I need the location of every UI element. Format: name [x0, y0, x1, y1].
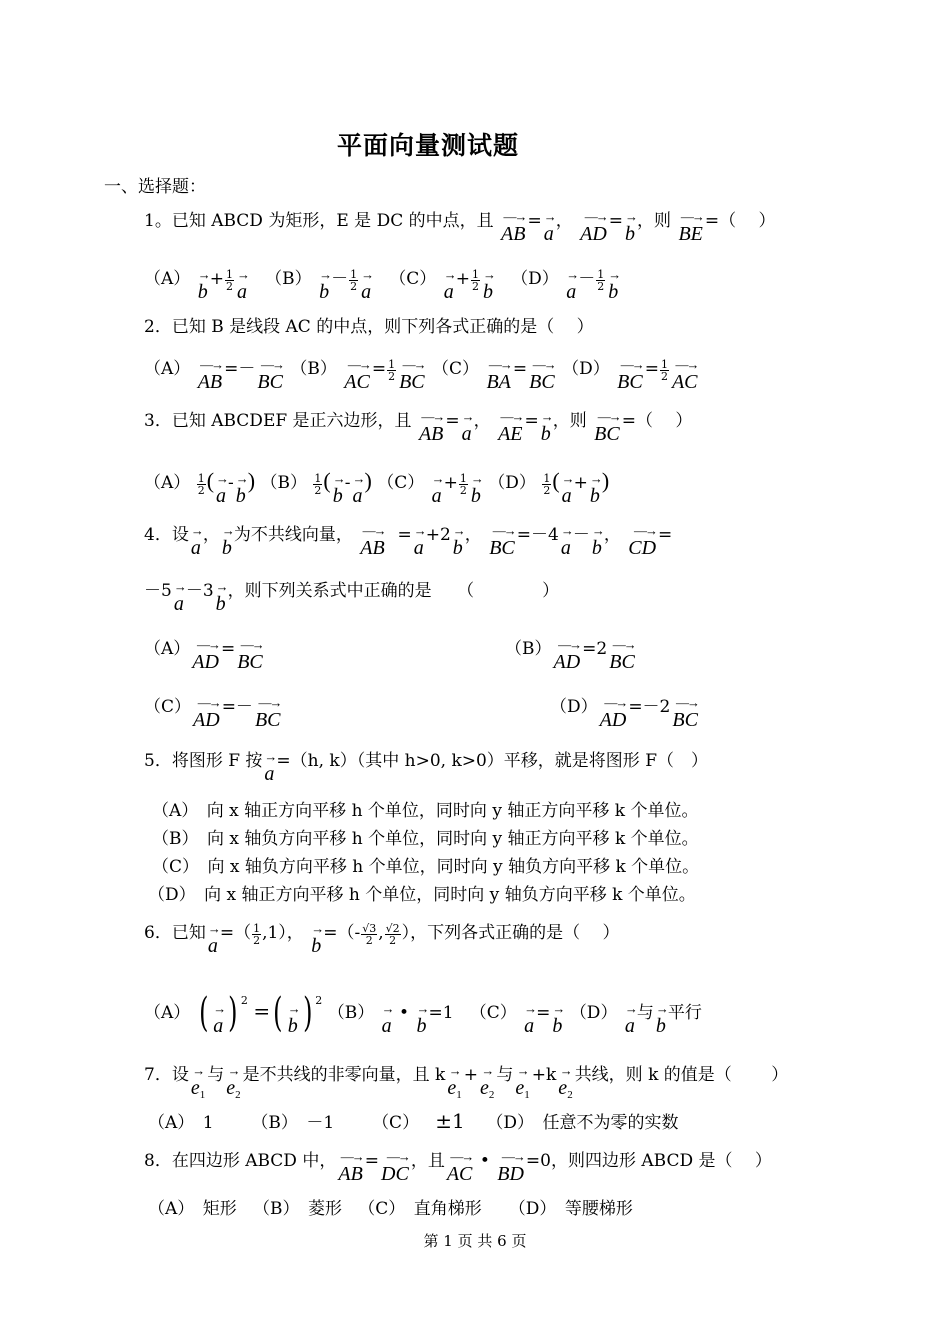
vector-b: → b — [625, 215, 635, 245]
option-b[interactable]: （B） －1 — [251, 1113, 335, 1133]
question-4: 4．设→ a，→ b为不共线向量， —→ AB =→ a+2→ b， —→ BC=－4→ a－→ b， —→ CD= — [144, 524, 672, 559]
option-c[interactable]: （C） — [377, 473, 425, 493]
question-5: 5．将图形 F 按→ a=（h, k）（其中 h>0, k>0）平移，就是将图形 F（ ） — [144, 750, 708, 785]
page-title: 平面向量测试题 — [336, 131, 519, 160]
q5-option-a[interactable]: （A） 向 x 轴正方向平移 h 个单位，同时向 y 轴正方向平移 k 个单位。 — [152, 801, 699, 821]
q4-option-d[interactable]: （D）—→ AD=－2—→ BC — [550, 696, 700, 731]
option-a[interactable]: （A） 1 — [148, 1113, 214, 1133]
question-2: 2．已知 B 是线段 AC 的中点，则下列各式正确的是（ ） — [144, 317, 594, 337]
option-d[interactable]: （D） — [569, 1003, 618, 1023]
question-4-line2: －5→ a－3→ b，则下列关系式中正确的是 （ ） — [144, 580, 559, 615]
option-d[interactable]: （D） — [511, 269, 559, 289]
option-a[interactable]: （A） 矩形 — [148, 1199, 237, 1219]
option-c[interactable]: （C） — [372, 1113, 420, 1133]
option-a[interactable]: （A） — [144, 1003, 191, 1023]
option-c[interactable]: （C） — [469, 1003, 517, 1023]
question-1: 1。已知 ABCD 为矩形，E 是 DC 的中点，且 —→ AB=→ a， —→ AD=→ b，则 —→ BE=（ ） — [144, 210, 776, 245]
question-7: 7．设→ $e_1$与→ $e_2$是不共线的非零向量，且 $k\to e_1+\to e_2$与→ $e_1+k\to e_2$共线，则 k 的值是（ ） — [144, 1064, 788, 1106]
q3-options: （A） $\frac{1}{2}$ (→ a-→ b) （B） $\frac{1}{2}$ (→ b-→ a) （C） → a+ $\frac{1}{2}$ → b （D） $\frac{1}{2}$ (→ a+→ b) — [144, 470, 609, 507]
q6-options: （A） (→ a ) $^2$ =(→ b ) $^2$ （B） → a • → b=1 （C） → a=→ b （D） → a与→ b平行 — [144, 990, 702, 1037]
option-a[interactable]: （A） — [144, 473, 191, 493]
page-footer: 第 1 页 共 6 页 — [423, 1232, 527, 1250]
q2-options: （A） —→ AB=－—→ BC （B） —→ AC= $\frac{1}{2}$ —→ BC （C） —→ BA=—→ BC （D） —→ BC= $\frac{1}{2}$ —→ AC — [144, 358, 700, 393]
question-3: 3．已知 ABCDEF 是正六边形，且 —→ AB=→ a， —→ AE=→ b，则 —→ BC=（ ） — [144, 410, 692, 445]
question-6: 6．已知→ a=（ $\frac{1}{2}$ ,1）， → b=（- $\frac{√3}{2}$ , $\frac{√2}{2}$ ），下列各式正确的是（ ） — [144, 922, 620, 957]
option-c[interactable]: （C） 直角梯形 — [358, 1199, 482, 1219]
question-8: 8．在四边形 ABCD 中，—→ AB=—→ DC，且—→ AC • —→ BD=0，则四边形 ABCD 是（ ） — [144, 1150, 772, 1185]
q1-stem: 1。已知 ABCD 为矩形，E 是 DC 的中点，且 — [144, 211, 494, 231]
q4-option-c[interactable]: （C）—→ AD=－—→ BC — [144, 696, 283, 731]
q4-option-b[interactable]: （B）—→ AD=2—→ BC — [505, 638, 637, 673]
vector-ad: —→ AD — [580, 215, 607, 245]
option-a[interactable]: （A） — [144, 359, 191, 379]
q5-option-c[interactable]: （C） 向 x 轴负方向平移 h 个单位，同时向 y 轴负方向平移 k 个单位。 — [152, 857, 700, 877]
option-b[interactable]: （B） 菱形 — [253, 1199, 342, 1219]
option-c[interactable]: （C） — [432, 359, 480, 379]
vector-be: —→ BE — [678, 215, 702, 245]
option-b[interactable]: （B） — [327, 1003, 375, 1023]
option-b[interactable]: （B） — [290, 359, 337, 379]
q5-option-b[interactable]: （B） 向 x 轴负方向平移 h 个单位，同时向 y 轴正方向平移 k 个单位。 — [152, 829, 699, 849]
q1-options: （A） → b+ $\frac{1}{2}$ → a （B） → b－ $\frac{1}{2}$ → a （C） → a+ $\frac{1}{2}$ → b （D） → a－ $\frac{1}{2}$ → b — [144, 268, 620, 303]
q4-option-a[interactable]: （A）—→ AD=—→ BC — [144, 638, 265, 673]
section-heading: 一、选择题： — [104, 177, 206, 197]
option-b[interactable]: （B） — [265, 269, 312, 289]
vector-a: → a — [544, 215, 554, 245]
option-d[interactable]: （D） — [488, 473, 536, 493]
option-d[interactable]: （D） — [562, 359, 610, 379]
option-a[interactable]: （A） — [144, 269, 191, 289]
option-d[interactable]: （D） 任意不为零的实数 — [486, 1113, 679, 1133]
option-c[interactable]: （C） — [389, 269, 437, 289]
option-b[interactable]: （B） — [260, 473, 307, 493]
q7-options: （A） 1 （B） －1 （C） ±1 （D） 任意不为零的实数 — [148, 1109, 679, 1133]
option-d[interactable]: （D） 等腰梯形 — [508, 1199, 633, 1219]
q8-options — [148, 1198, 633, 1220]
vector-ab: —→ AB — [501, 215, 525, 245]
q5-option-d[interactable]: （D） 向 x 轴正方向平移 h 个单位，同时向 y 轴负方向平移 k 个单位。 — [148, 885, 696, 905]
